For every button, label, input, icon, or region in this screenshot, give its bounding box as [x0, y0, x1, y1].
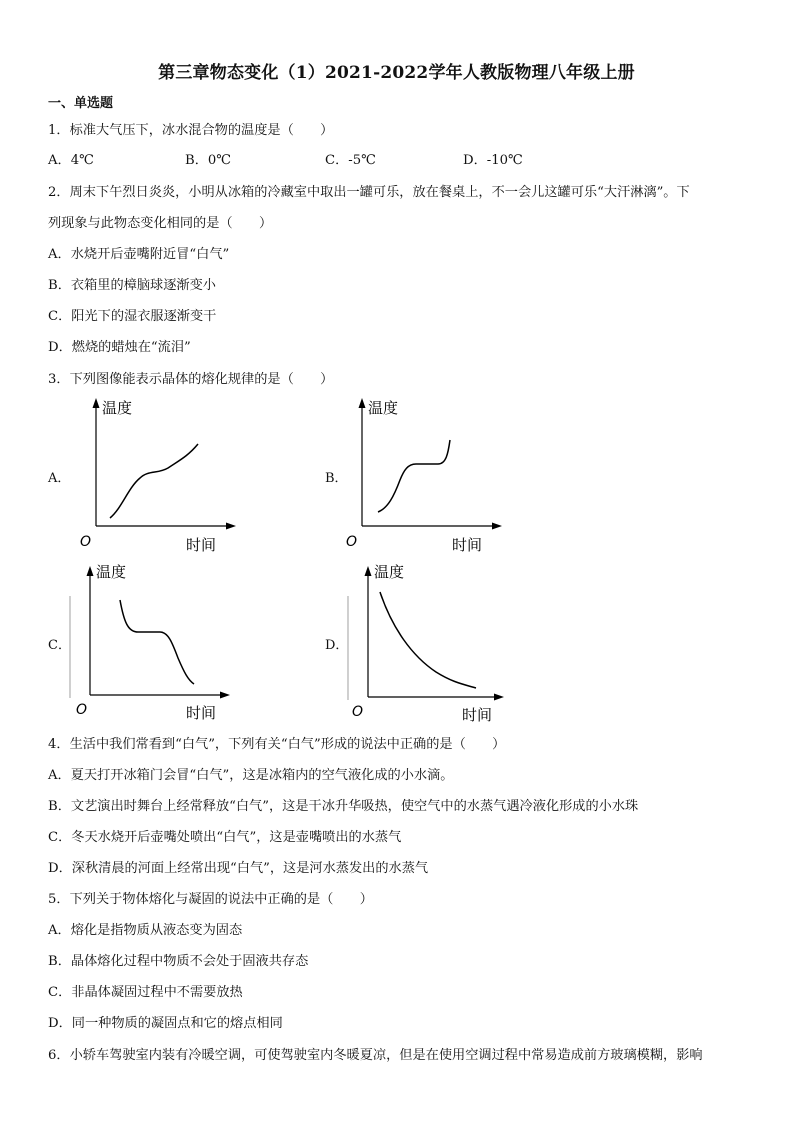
graph-a-y-label: 温度 [102, 399, 133, 417]
graph-c-y-arrow [87, 566, 94, 576]
q4-option-b[interactable]: B．文艺演出时舞台上经常释放“白气”，这是干冰升华吸热，使空气中的水蒸气遇冷液化形成的小水珠 [48, 799, 639, 814]
q5-option-d[interactable]: D．同一种物质的凝固点和它的熔点相同 [48, 1016, 283, 1031]
q1-option-c[interactable]: C．-5℃ [325, 153, 376, 168]
question-1-stem: 1．标准大气压下，冰水混合物的温度是（ ） [48, 123, 334, 138]
graph-c-x-arrow [220, 692, 230, 699]
page-title: 第三章物态变化（1）2021-2022学年人教版物理八年级上册 [158, 63, 635, 83]
q2-option-a[interactable]: A．水烧开后壶嘴附近冒“白气” [48, 247, 230, 262]
question-1-options [48, 149, 748, 167]
graph-d-x-label: 时间 [462, 706, 493, 724]
q5-option-b[interactable]: B．晶体熔化过程中物质不会处于固液共存态 [48, 954, 309, 969]
graph-b-x-label: 时间 [452, 536, 483, 554]
graph-d-curve [380, 592, 476, 688]
graph-d-y-arrow [365, 566, 372, 576]
graph-c-y-label: 温度 [96, 563, 127, 581]
question-4-stem: 4．生活中我们常看到“白气”，下列有关“白气”形成的说法中正确的是（ ） [48, 737, 506, 752]
graph-b-y-label: 温度 [368, 399, 399, 417]
question-5-stem: 5．下列关于物体熔化与凝固的说法中正确的是（ ） [48, 892, 373, 907]
q5-option-c[interactable]: C．非晶体凝固过程中不需要放热 [48, 985, 243, 1000]
graph-a-origin: O [80, 534, 92, 550]
graph-d-x-arrow [494, 694, 504, 701]
q4-option-a[interactable]: A．夏天打开冰箱门会冒“白气”，这是冰箱内的空气液化成的小水滴。 [48, 768, 454, 783]
graph-c-curve [120, 600, 194, 684]
graph-b-origin: O [346, 534, 358, 550]
graph-c-x-label: 时间 [186, 704, 217, 722]
q3-option-b[interactable]: B． [325, 471, 348, 486]
graph-d [348, 562, 508, 724]
graph-c-origin: O [76, 702, 88, 718]
graph-a-x-arrow [226, 523, 236, 530]
question-2-stem-line2: 列现象与此物态变化相同的是（ ） [48, 216, 273, 231]
graph-a-y-arrow [93, 398, 100, 408]
q1-option-a[interactable]: A．4℃ [48, 153, 94, 168]
graph-d-origin: O [352, 704, 364, 720]
graph-a-x-label: 时间 [186, 536, 217, 554]
q4-option-c[interactable]: C．冬天水烧开后壶嘴处喷出“白气”，这是壶嘴喷出的水蒸气 [48, 830, 402, 845]
q2-option-b[interactable]: B．衣箱里的樟脑球逐渐变小 [48, 278, 216, 293]
q2-option-c[interactable]: C．阳光下的湿衣服逐渐变干 [48, 309, 217, 324]
q2-option-d[interactable]: D．燃烧的蜡烛在“流泪” [48, 340, 191, 355]
graph-b-x-arrow [492, 523, 502, 530]
graph-b-y-arrow [359, 398, 366, 408]
graph-c [70, 562, 230, 724]
section-heading: 一、单选题 [48, 96, 114, 111]
q3-option-c[interactable]: C． [48, 638, 71, 653]
graph-d-y-label: 温度 [374, 563, 405, 581]
question-3-stem: 3．下列图像能表示晶体的熔化规律的是（ ） [48, 372, 334, 387]
q1-option-b[interactable]: B．0℃ [185, 153, 232, 168]
question-6-stem: 6．小轿车驾驶室内装有冷暖空调，可使驾驶室内冬暖夏凉，但是在使用空调过程中常易造成前方玻璃模糊，影响 [48, 1048, 703, 1063]
question-2-stem-line1: 2．周末下午烈日炎炎，小明从冰箱的冷藏室中取出一罐可乐，放在餐桌上，不一会儿这罐可乐“大汗淋漓”。下 [48, 185, 690, 200]
graph-a-curve [110, 444, 198, 518]
q3-option-a[interactable]: A． [48, 471, 71, 486]
q1-option-d[interactable]: D．-10℃ [463, 153, 523, 168]
graph-b [342, 396, 502, 558]
q5-option-a[interactable]: A．熔化是指物质从液态变为固态 [48, 923, 243, 938]
graph-b-curve [378, 440, 450, 512]
graph-a [76, 396, 236, 558]
q4-option-d[interactable]: D．深秋清晨的河面上经常出现“白气”，这是河水蒸发出的水蒸气 [48, 861, 429, 876]
q3-option-d[interactable]: D． [325, 638, 349, 653]
